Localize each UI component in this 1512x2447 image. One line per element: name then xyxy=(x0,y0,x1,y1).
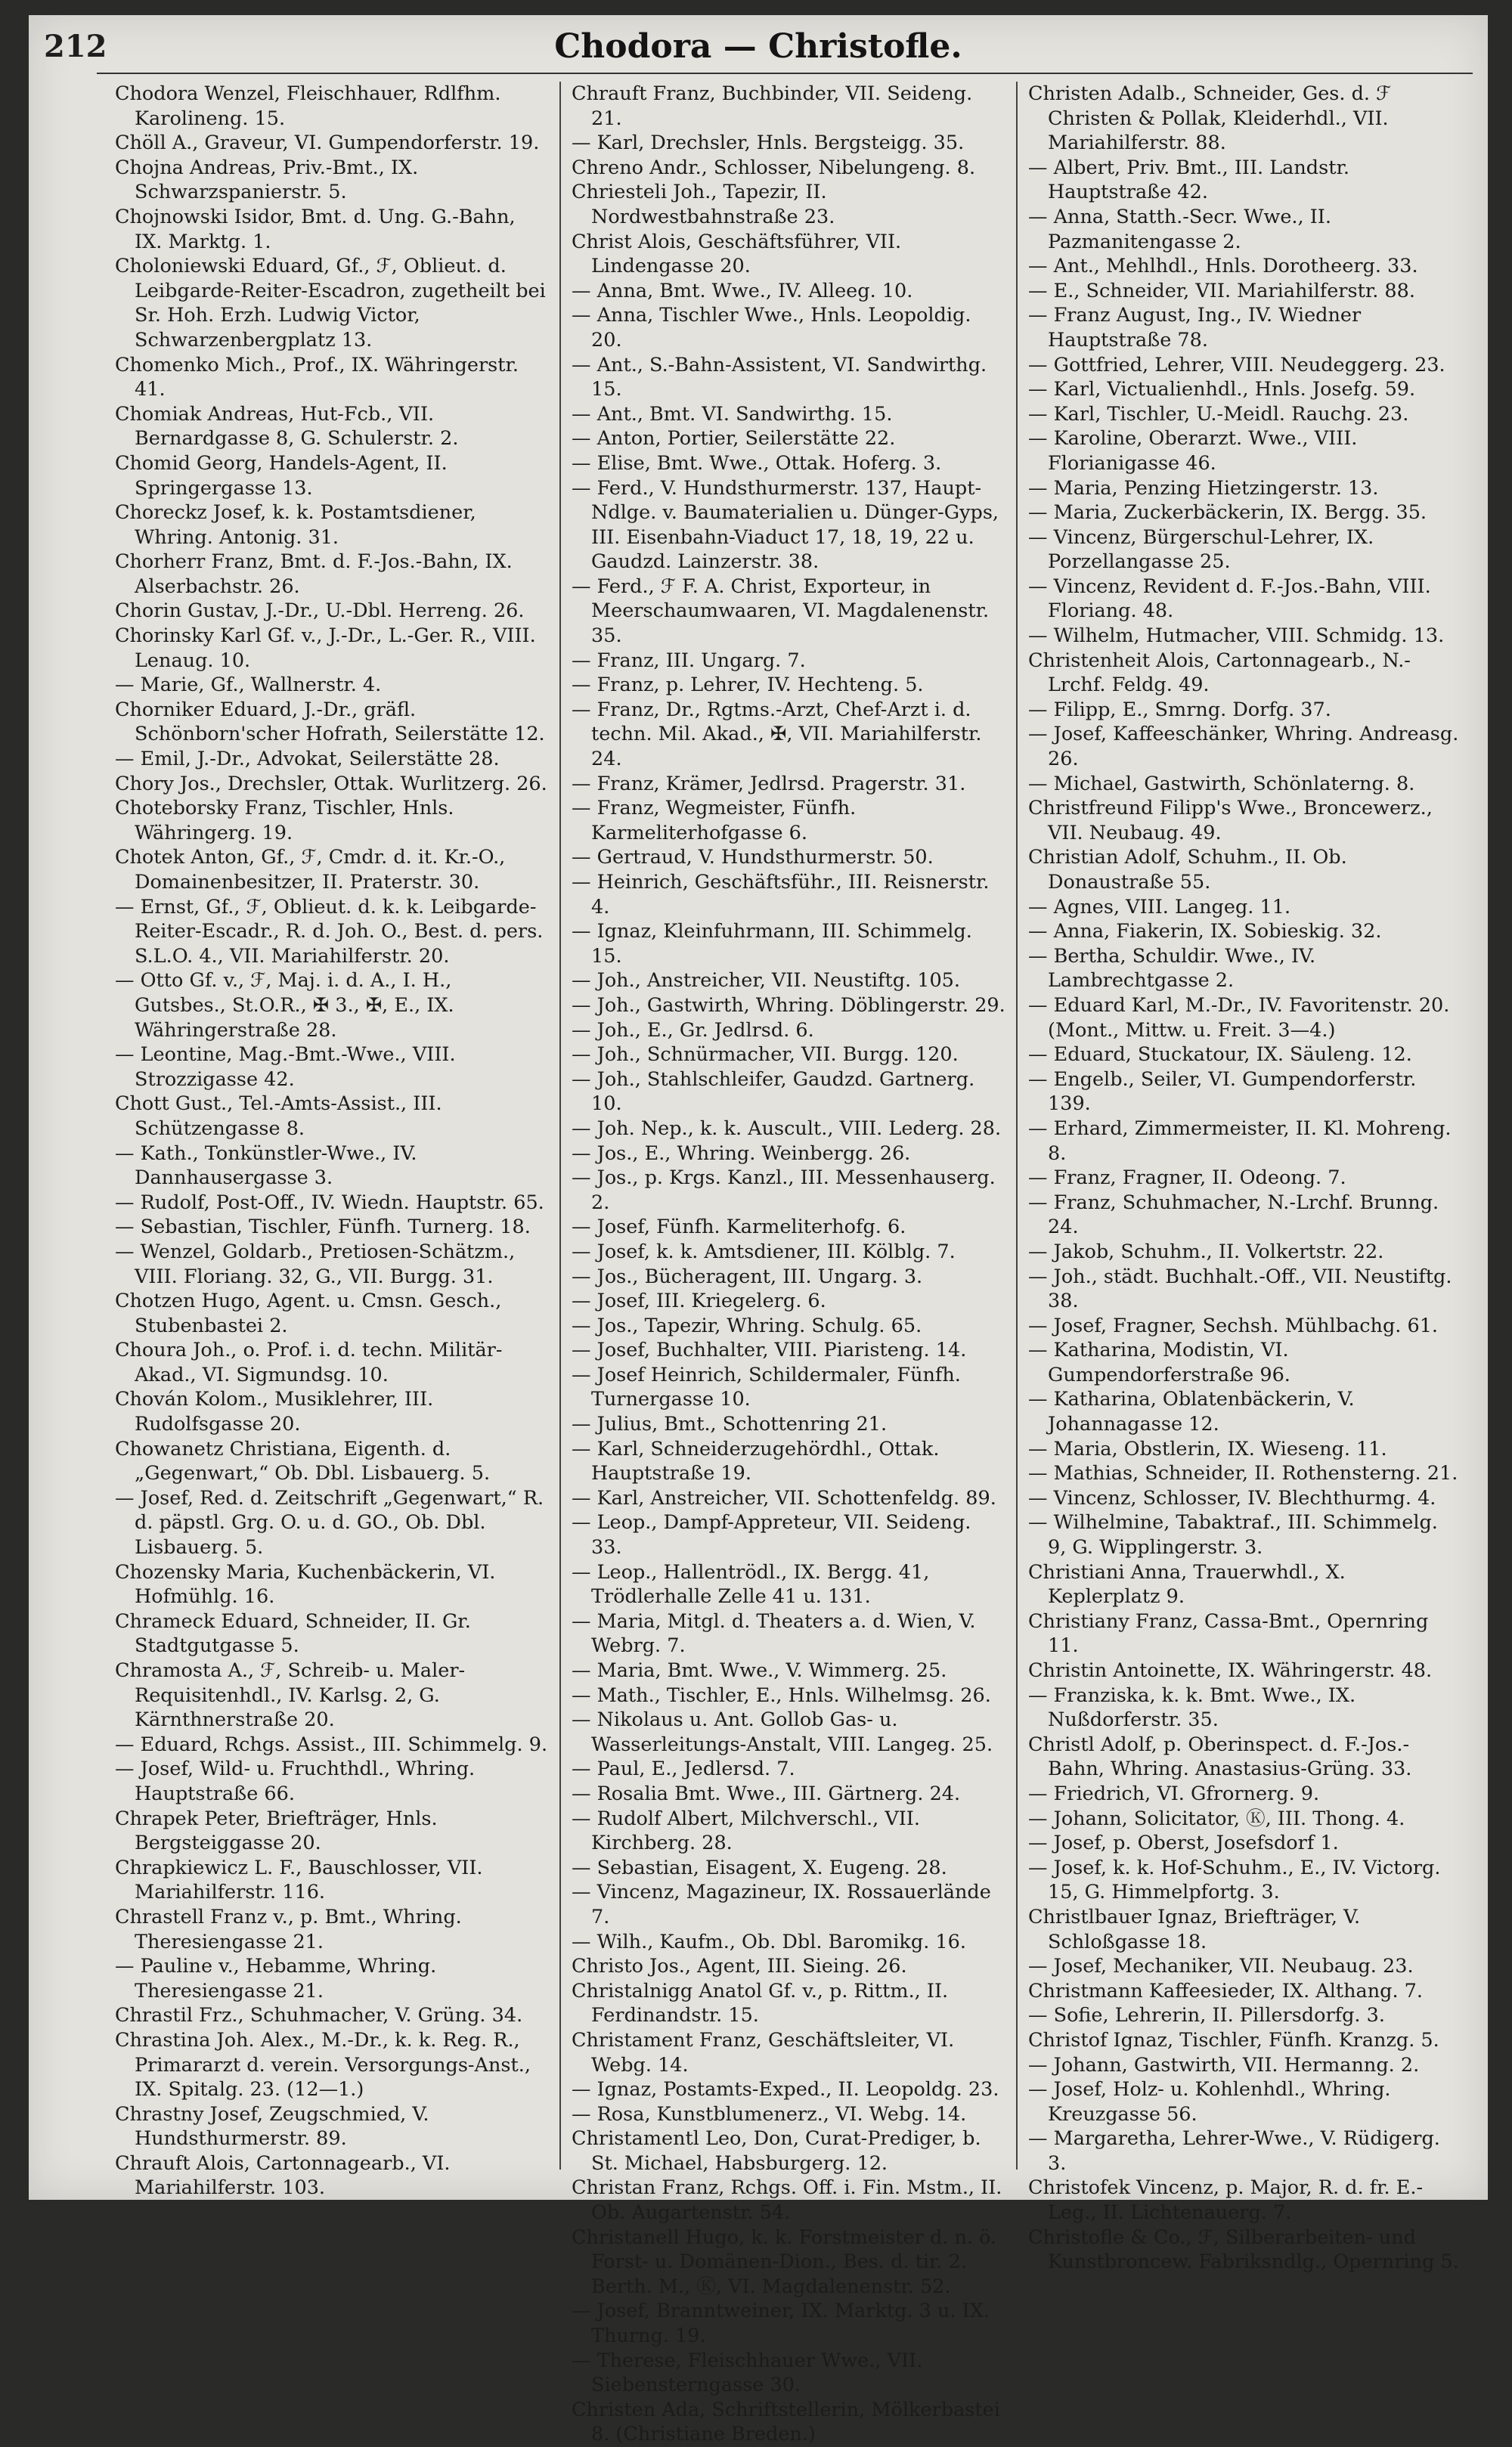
directory-entry: Christen Ada, Schriftstellerin, Mölkerbastei 8. (Christiane Breden.) xyxy=(572,2398,1000,2446)
directory-entry: — Ant., Mehlhdl., Hnls. Dorotheerg. 33. xyxy=(1028,255,1418,278)
directory-entry: — Jos., Tapezir, Whring. Schulg. 65. xyxy=(572,1314,922,1337)
directory-entry: Choreckz Josef, k. k. Postamtsdiener, Whring. Antonig. 31. xyxy=(115,501,476,549)
directory-entry: Christof Ignaz, Tischler, Fünfh. Kranzg. 5. xyxy=(1028,2028,1439,2052)
directory-entry: — Karl, Tischler, U.-Meidl. Rauchg. 23. xyxy=(1028,402,1409,426)
directory-entry: — Franz, p. Lehrer, IV. Hechteng. 5. xyxy=(572,674,924,697)
directory-entry: — Michael, Gastwirth, Schönlaterng. 8. xyxy=(1028,772,1415,795)
page-number: 212 xyxy=(44,29,107,64)
directory-entry: — Josef, k. k. Hof-Schuhm., E., IV. Victorg. 15, G. Himmelpfortg. 3. xyxy=(1028,1856,1441,1904)
directory-entry: — Josef, Fünfh. Karmeliterhofg. 6. xyxy=(572,1216,906,1239)
directory-entry: — Ant., Bmt. VI. Sandwirthg. 15. xyxy=(572,402,893,426)
column-middle xyxy=(561,82,1018,2446)
directory-entry: — Agnes, VIII. Langeg. 11. xyxy=(1028,895,1291,918)
directory-entry: Chomiak Andreas, Hut-Fcb., VII. Bernardgasse 8, G. Schulerstr. 2. xyxy=(115,402,459,451)
directory-entry: — Maria, Mitgl. d. Theaters a. d. Wien, V. Webrg. 7. xyxy=(572,1609,976,1658)
directory-entry: Chorherr Franz, Bmt. d. F.-Jos.-Bahn, IX. Alserbachstr. 26. xyxy=(115,550,513,598)
directory-entry: — Eduard, Stuckatour, IX. Säuleng. 12. xyxy=(1028,1043,1412,1067)
directory-entry: — Elise, Bmt. Wwe., Ottak. Hoferg. 3. xyxy=(572,451,942,475)
directory-entry: Chojna Andreas, Priv.-Bmt., IX. Schwarzspanierstr. 5. xyxy=(115,156,419,204)
directory-entry: Chojnowski Isidor, Bmt. d. Ung. G.-Bahn, IX. Marktg. 1. xyxy=(115,205,516,253)
directory-entry: Christofle & Co., ℱ, Silberarbeiten- und Kunstbroncew. Fabriksndlg., Opernring 5. xyxy=(1028,2226,1459,2274)
directory-entry: — Leop., Hallentrödl., IX. Bergg. 41, Trödlerhalle Zelle 41 u. 131. xyxy=(572,1560,930,1609)
directory-entry: — Jos., p. Krgs. Kanzl., III. Messenhauserg. 2. xyxy=(572,1166,996,1214)
directory-entry: — Emil, J.-Dr., Advokat, Seilerstätte 28. xyxy=(115,748,500,771)
directory-entry: — Franz August, Ing., IV. Wiedner Hauptstraße 78. xyxy=(1028,304,1362,352)
directory-entry: — Mathias, Schneider, II. Rothensterng. 21. xyxy=(1028,1462,1458,1485)
directory-entry: — Jos., Bücheragent, III. Ungarg. 3. xyxy=(572,1265,923,1288)
directory-entry: Christalnigg Anatol Gf. v., p. Rittm., II. Ferdinandstr. 15. xyxy=(572,1979,949,2027)
directory-entry: — Joh., E., Gr. Jedlrsd. 6. xyxy=(572,1018,814,1042)
directory-entry: — Leop., Dampf-Appreteur, VII. Seideng. 33. xyxy=(572,1511,971,1560)
directory-entry: — Josef, III. Kriegelerg. 6. xyxy=(572,1290,826,1313)
directory-entry: — Leontine, Mag.-Bmt.-Wwe., VIII. Strozzigasse 42. xyxy=(115,1043,456,1091)
directory-entry: — Julius, Bmt., Schottenring 21. xyxy=(572,1413,888,1436)
directory-entry: — Sebastian, Tischler, Fünfh. Turnerg. 18. xyxy=(115,1216,531,1239)
directory-entry: — Franz, Dr., Rgtms.-Arzt, Chef-Arzt i. d. techn. Mil. Akad., ✠, VII. Mariahilferstr. 24. xyxy=(572,698,982,771)
directory-entry: — Jakob, Schuhm., II. Volkertstr. 22. xyxy=(1028,1240,1384,1263)
directory-entry: — Anna, Bmt. Wwe., IV. Alleeg. 10. xyxy=(572,279,913,302)
directory-entry: — Franziska, k. k. Bmt. Wwe., IX. Nußdorferstr. 35. xyxy=(1028,1683,1356,1732)
directory-entry: — Vincenz, Revident d. F.-Jos.-Bahn, VIII. Floriang. 48. xyxy=(1028,575,1431,623)
directory-entry: — Filipp, E., Smrng. Dorfg. 37. xyxy=(1028,698,1331,721)
directory-entry: Christmann Kaffeesieder, IX. Althang. 7. xyxy=(1028,1979,1424,2003)
directory-entry: Christfreund Filipp's Wwe., Broncewerz., VII. Neubaug. 49. xyxy=(1028,797,1433,844)
directory-entry: — Johann, Gastwirth, VII. Hermanng. 2. xyxy=(1028,2053,1420,2077)
directory-entry: Christan Franz, Rchgs. Off. i. Fin. Mstm., II. Ob. Augartenstr. 54. xyxy=(572,2176,1002,2225)
directory-entry: Chreno Andr., Schlosser, Nibelungeng. 8. xyxy=(572,156,976,179)
directory-entry: Chriesteli Joh., Tapezir, II. Nordwestbahnstraße 23. xyxy=(572,181,835,228)
directory-entry: — Karl, Schneiderzugehördhl., Ottak. Hauptstraße 19. xyxy=(572,1437,940,1485)
directory-entry: — Johann, Solicitator, Ⓚ, III. Thong. 4. xyxy=(1028,1807,1405,1830)
directory-entry: Chrauft Alois, Cartonnagearb., VI. Mariahilferstr. 103. xyxy=(115,2151,451,2200)
directory-entry: Chrastil Frz., Schuhmacher, V. Grüng. 34. xyxy=(115,2004,523,2027)
running-head: Chodora — Christofle. xyxy=(554,27,962,66)
directory-entry: Chován Kolom., Musiklehrer, III. Rudolfsgasse 20. xyxy=(115,1388,434,1436)
directory-entry: — Josef, Kaffeeschänker, Whring. Andreasg. 26. xyxy=(1028,723,1459,771)
directory-entry: — Karl, Drechsler, Hnls. Bergsteigg. 35. xyxy=(572,132,965,155)
directory-entry: Christian Adolf, Schuhm., II. Ob. Donaustraße 55. xyxy=(1028,846,1347,894)
directory-entry: — Albert, Priv. Bmt., III. Landstr. Hauptstraße 42. xyxy=(1028,156,1349,204)
directory-entry: Chomid Georg, Handels-Agent, II. Springergasse 13. xyxy=(115,451,448,500)
directory-entry: Chrastny Josef, Zeugschmied, V. Hundsthurmerstr. 89. xyxy=(115,2102,429,2151)
directory-entry: Christament Franz, Geschäftsleiter, VI. Webg. 14. xyxy=(572,2028,955,2077)
header-rule xyxy=(97,73,1473,74)
directory-entry: Choteborsky Franz, Tischler, Hnls. Währingerg. 19. xyxy=(115,797,454,844)
directory-entry: — Joh., Stahlschleifer, Gaudzd. Gartnerg. 10. xyxy=(572,1067,975,1116)
directory-entry: — Rosalia Bmt. Wwe., III. Gärtnerg. 24. xyxy=(572,1782,961,1805)
directory-entry: — Wilhelm, Hutmacher, VIII. Schmidg. 13. xyxy=(1028,624,1445,648)
directory-entry: — Josef, Wild- u. Fruchthdl., Whring. Hauptstraße 66. xyxy=(115,1758,476,1805)
directory-entry: — Joh. Nep., k. k. Auscult., VIII. Lederg. 28. xyxy=(572,1117,1002,1140)
directory-entry: — Sebastian, Eisagent, X. Eugeng. 28. xyxy=(572,1856,947,1879)
directory-entry: Chory Jos., Drechsler, Ottak. Wurlitzerg. 26. xyxy=(115,772,547,795)
directory-entry: Chrameck Eduard, Schneider, II. Gr. Stadtgutgasse 5. xyxy=(115,1609,471,1658)
directory-entry: Chodora Wenzel, Fleischhauer, Rdlfhm. Karolineng. 15. xyxy=(115,82,501,130)
directory-entry: — Heinrich, Geschäftsführ., III. Reisnerstr. 4. xyxy=(572,871,990,918)
directory-entry: — Pauline v., Hebamme, Whring. Theresiengasse 21. xyxy=(115,1955,437,2003)
directory-entry: Chramosta A., ℱ, Schreib- u. Maler-Requisitenhdl., IV. Karlsg. 2, G. Kärnthnerstraße 20. xyxy=(115,1659,466,1732)
directory-entry: — Margaretha, Lehrer-Wwe., V. Rüdigerg. 3. xyxy=(1028,2127,1440,2175)
directory-entry: — Nikolaus u. Ant. Gollob Gas- u. Wasserleitungs-Anstalt, VIII. Langeg. 25. xyxy=(572,1708,993,1756)
column-left xyxy=(104,82,561,2200)
directory-entry: — Ferd., ℱ F. A. Christ, Exporteur, in Meerschaumwaaren, VI. Magdalenenstr. 35. xyxy=(572,575,990,648)
directory-entry: Chrapek Peter, Briefträger, Hnls. Bergsteiggasse 20. xyxy=(115,1807,438,1855)
directory-entry: — Josef, k. k. Amtsdiener, III. Kölblg. 7. xyxy=(572,1240,956,1263)
directory-entry: Christo Jos., Agent, III. Sieing. 26. xyxy=(572,1955,907,1978)
directory-entry: — Josef, Buchhalter, VIII. Piaristeng. 14. xyxy=(572,1339,967,1362)
directory-entry: Christamentl Leo, Don, Curat-Prediger, b. St. Michael, Habsburgerg. 12. xyxy=(572,2127,981,2175)
directory-entry: — Gottfried, Lehrer, VIII. Neudeggerg. 23. xyxy=(1028,353,1445,376)
directory-entry: Chrauft Franz, Buchbinder, VII. Seideng. 21. xyxy=(572,82,973,130)
directory-entry: Christin Antoinette, IX. Währingerstr. 48. xyxy=(1028,1659,1433,1682)
directory-entry: Choura Joh., o. Prof. i. d. techn. Militär-Akad., VI. Sigmundsg. 10. xyxy=(115,1339,503,1386)
directory-entry: — Josef, Branntweiner, IX. Marktg. 3 u. IX. Thurng. 19. xyxy=(572,2300,990,2348)
directory-entry: — Rosa, Kunstblumenerz., VI. Webg. 14. xyxy=(572,2102,967,2126)
directory-entry: Chotzen Hugo, Agent. u. Cmsn. Gesch., Stubenbastei 2. xyxy=(115,1290,502,1337)
directory-entry: — Gertraud, V. Hundsthurmerstr. 50. xyxy=(572,846,934,869)
directory-entry: — Josef Heinrich, Schildermaler, Fünfh. Turnergasse 10. xyxy=(572,1363,961,1411)
directory-entry: — Franz, Schuhmacher, N.-Lrchf. Brunng. 24. xyxy=(1028,1191,1439,1239)
directory-entry: — Rudolf Albert, Milchverschl., VII. Kirchberg. 28. xyxy=(572,1807,920,1855)
directory-entry: Christiani Anna, Trauerwhdl., X. Keplerplatz 9. xyxy=(1028,1560,1346,1609)
directory-entry: Chrastell Franz v., p. Bmt., Whring. Theresiengasse 21. xyxy=(115,1905,462,1953)
directory-entry: — Vincenz, Magazineur, IX. Rossauerlände 7. xyxy=(572,1881,991,1928)
directory-entry: — Wilhelmine, Tabaktraf., III. Schimmelg. 9, G. Wipplingerstr. 3. xyxy=(1028,1511,1438,1560)
directory-entry: — Franz, Krämer, Jedlrsd. Pragerstr. 31. xyxy=(572,772,966,795)
directory-entry: — Joh., Gastwirth, Whring. Döblingerstr. 29. xyxy=(572,993,1005,1017)
directory-entry: — Katharina, Oblatenbäckerin, V. Johannagasse 12. xyxy=(1028,1388,1355,1436)
directory-entry: — Sofie, Lehrerin, II. Pillersdorfg. 3. xyxy=(1028,2004,1385,2027)
column-right xyxy=(1018,82,1473,2274)
page-header xyxy=(29,15,1488,68)
directory-entry: — Vincenz, Bürgerschul-Lehrer, IX. Porzellangasse 25. xyxy=(1028,525,1374,574)
directory-entry: — Anna, Tischler Wwe., Hnls. Leopoldig. 20. xyxy=(572,304,971,352)
directory-entry: — Josef, p. Oberst, Josefsdorf 1. xyxy=(1028,1832,1339,1855)
directory-entry: — Anton, Portier, Seilerstätte 22. xyxy=(572,427,896,451)
directory-entry: — Karl, Victualienhdl., Hnls. Josefg. 59. xyxy=(1028,378,1416,401)
directory-entry: Chrapkiewicz L. F., Bauschlosser, VII. Mariahilferstr. 116. xyxy=(115,1856,483,1904)
directory-entry: — Erhard, Zimmermeister, II. Kl. Mohreng. 8. xyxy=(1028,1117,1452,1165)
directory-entry: Choloniewski Eduard, Gf., ℱ, Oblieut. d. Leibgarde-Reiter-Escadron, zugetheilt bei Sr. Hoh. Erzh. Ludwig Victor, Schwarzenbergplatz 13. xyxy=(115,255,546,352)
directory-entry: Chotek Anton, Gf., ℱ, Cmdr. d. it. Kr.-O., Domainenbesitzer, II. Praterstr. 30. xyxy=(115,846,506,894)
directory-entry: — Math., Tischler, E., Hnls. Wilhelmsg. 26. xyxy=(572,1683,991,1707)
directory-entry: — Vincenz, Schlosser, IV. Blechthurmg. 4. xyxy=(1028,1486,1436,1510)
directory-entry: — Joh., Schnürmacher, VII. Burgg. 120. xyxy=(572,1043,959,1067)
directory-entry: Chöll A., Graveur, VI. Gumpendorferstr. 19. xyxy=(115,132,540,155)
directory-entry: — Rudolf, Post-Off., IV. Wiedn. Hauptstr. 65. xyxy=(115,1191,544,1214)
directory-entry: Christen Adalb., Schneider, Ges. d. ℱ Christen & Pollak, Kleiderhdl., VII. Mariahilferstr. 88. xyxy=(1028,82,1392,155)
directory-entry: — Josef, Fragner, Sechsh. Mühlbachg. 61. xyxy=(1028,1314,1439,1337)
directory-entry: Chorin Gustav, J.-Dr., U.-Dbl. Herreng. 26. xyxy=(115,599,525,623)
directory-entry: Chozensky Maria, Kuchenbäckerin, VI. Hofmühlg. 16. xyxy=(115,1560,496,1609)
directory-entry: — Josef, Red. d. Zeitschrift „Gegenwart,“ R. d. päpstl. Grg. O. u. d. GO., Ob. Dbl. Lisbauerg. 5. xyxy=(115,1486,544,1560)
directory-entry: — Marie, Gf., Wallnerstr. 4. xyxy=(115,674,382,697)
directory-entry: — Maria, Obstlerin, IX. Wieseng. 11. xyxy=(1028,1437,1387,1460)
directory-entry: — Ant., S.-Bahn-Assistent, VI. Sandwirthg. 15. xyxy=(572,353,987,401)
directory-entry: Christ Alois, Geschäftsführer, VII. Lindengasse 20. xyxy=(572,230,902,278)
directory-entry: Christlbauer Ignaz, Briefträger, V. Schloßgasse 18. xyxy=(1028,1905,1361,1953)
directory-entry: — E., Schneider, VII. Mariahilferstr. 88. xyxy=(1028,279,1415,302)
directory-page xyxy=(29,15,1488,2446)
directory-entry: Christiany Franz, Cassa-Bmt., Opernring 11. xyxy=(1028,1609,1429,1658)
directory-entry: — Anna, Statth.-Secr. Wwe., II. Pazmanitengasse 2. xyxy=(1028,205,1331,253)
directory-entry: Christofek Vincenz, p. Major, R. d. fr. E.-Leg., II. Lichtenauerg. 7. xyxy=(1028,2176,1424,2225)
directory-entry: Chowanetz Christiana, Eigenth. d. „Gegenwart,“ Ob. Dbl. Lisbauerg. 5. xyxy=(115,1437,491,1485)
directory-entry: — Maria, Bmt. Wwe., V. Wimmerg. 25. xyxy=(572,1659,947,1682)
columns xyxy=(104,82,1473,2446)
directory-entry: — Eduard Karl, M.-Dr., IV. Favoritenstr. 20. (Mont., Mittw. u. Freit. 3—4.) xyxy=(1028,993,1450,1042)
directory-entry: Chorniker Eduard, J.-Dr., gräfl. Schönborn'scher Hofrath, Seilerstätte 12. xyxy=(115,698,545,746)
directory-entry: — Ignaz, Postamts-Exped., II. Leopoldg. 23. xyxy=(572,2078,999,2102)
directory-entry: — Josef, Holz- u. Kohlenhdl., Whring. Kreuzgasse 56. xyxy=(1028,2078,1391,2126)
directory-entry: — Franz, Fragner, II. Odeong. 7. xyxy=(1028,1166,1346,1190)
directory-entry: — Paul, E., Jedlersd. 7. xyxy=(572,1758,795,1781)
directory-entry: — Karl, Anstreicher, VII. Schottenfeldg. 89. xyxy=(572,1486,996,1510)
directory-entry: — Anna, Fiakerin, IX. Sobieskig. 32. xyxy=(1028,920,1382,943)
directory-entry: — Franz, Wegmeister, Fünfh. Karmeliterhofgasse 6. xyxy=(572,797,857,844)
directory-entry: Chrastina Joh. Alex., M.-Dr., k. k. Reg. R., Primararzt d. verein. Versorgungs-Anst., IX. Spitalg. 23. (12—1.) xyxy=(115,2028,531,2102)
directory-entry: — Engelb., Seiler, VI. Gumpendorferstr. 139. xyxy=(1028,1067,1417,1116)
directory-entry: — Josef, Mechaniker, VII. Neubaug. 23. xyxy=(1028,1955,1414,1978)
directory-entry: — Maria, Penzing Hietzingerstr. 13. xyxy=(1028,476,1379,500)
directory-entry: — Maria, Zuckerbäckerin, IX. Bergg. 35. xyxy=(1028,501,1427,525)
directory-entry: — Kath., Tonkünstler-Wwe., IV. Dannhausergasse 3. xyxy=(115,1141,417,1190)
directory-entry: — Wenzel, Goldarb., Pretiosen-Schätzm., VIII. Floriang. 32, G., VII. Burgg. 31. xyxy=(115,1240,516,1288)
directory-entry: — Eduard, Rchgs. Assist., III. Schimmelg. 9. xyxy=(115,1733,548,1756)
directory-entry: — Wilh., Kaufm., Ob. Dbl. Baromikg. 16. xyxy=(572,1930,966,1953)
directory-entry: Christl Adolf, p. Oberinspect. d. F.-Jos.-Bahn, Whring. Anastasius-Grüng. 33. xyxy=(1028,1733,1412,1781)
directory-entry: — Karoline, Oberarzt. Wwe., VIII. Florianigasse 46. xyxy=(1028,427,1358,475)
directory-entry: — Therese, Fleischhauer Wwe., VII. Siebensterngasse 30. xyxy=(572,2349,923,2397)
directory-entry: Chorinsky Karl Gf. v., J.-Dr., L.-Ger. R., VIII. Lenaug. 10. xyxy=(115,624,536,672)
directory-entry: — Friedrich, VI. Gfrornerg. 9. xyxy=(1028,1782,1320,1805)
directory-entry: Christenheit Alois, Cartonnagearb., N.-Lrchf. Feldg. 49. xyxy=(1028,649,1411,697)
directory-entry: — Ernst, Gf., ℱ, Oblieut. d. k. k. Leibgarde-Reiter-Escadr., R. d. Joh. O., Best. d. pers. S.L.O. 4., VII. Mariahilferstr. 20. xyxy=(115,895,544,968)
directory-entry: Chomenko Mich., Prof., IX. Währingerstr. 41. xyxy=(115,353,519,401)
directory-entry: — Joh., Anstreicher, VII. Neustiftg. 105. xyxy=(572,969,961,993)
directory-entry: — Ferd., V. Hundsthurmerstr. 137, Haupt-Ndlge. v. Baumaterialien u. Dünger-Gyps, III. Eisenbahn-Viaduct 17, 18, 19, 22 u. Gaudzd. Lainzerstr. 38. xyxy=(572,476,999,574)
directory-entry: Chott Gust., Tel.-Amts-Assist., III. Schützengasse 8. xyxy=(115,1092,442,1140)
directory-entry: — Katharina, Modistin, VI. Gumpendorferstraße 96. xyxy=(1028,1339,1290,1386)
directory-entry: — Joh., städt. Buchhalt.-Off., VII. Neustiftg. 38. xyxy=(1028,1265,1452,1313)
directory-entry: — Otto Gf. v., ℱ, Maj. i. d. A., I. H., Gutsbes., St.O.R., ✠ 3., ✠, E., IX. Währingerstraße 28. xyxy=(115,969,454,1042)
directory-entry: — Franz, III. Ungarg. 7. xyxy=(572,649,806,672)
directory-entry: — Ignaz, Kleinfuhrmann, III. Schimmelg. 15. xyxy=(572,920,972,968)
directory-entry: — Bertha, Schuldir. Wwe., IV. Lambrechtgasse 2. xyxy=(1028,944,1316,993)
directory-entry: Christanell Hugo, k. k. Forstmeister d. n. ö. Forst- u. Domänen-Dion., Bes. d. tir. 2. Berth. M., Ⓚ, VI. Magdalenenstr. 52. xyxy=(572,2226,997,2298)
directory-entry: — Jos., E., Whring. Weinbergg. 26. xyxy=(572,1141,911,1165)
